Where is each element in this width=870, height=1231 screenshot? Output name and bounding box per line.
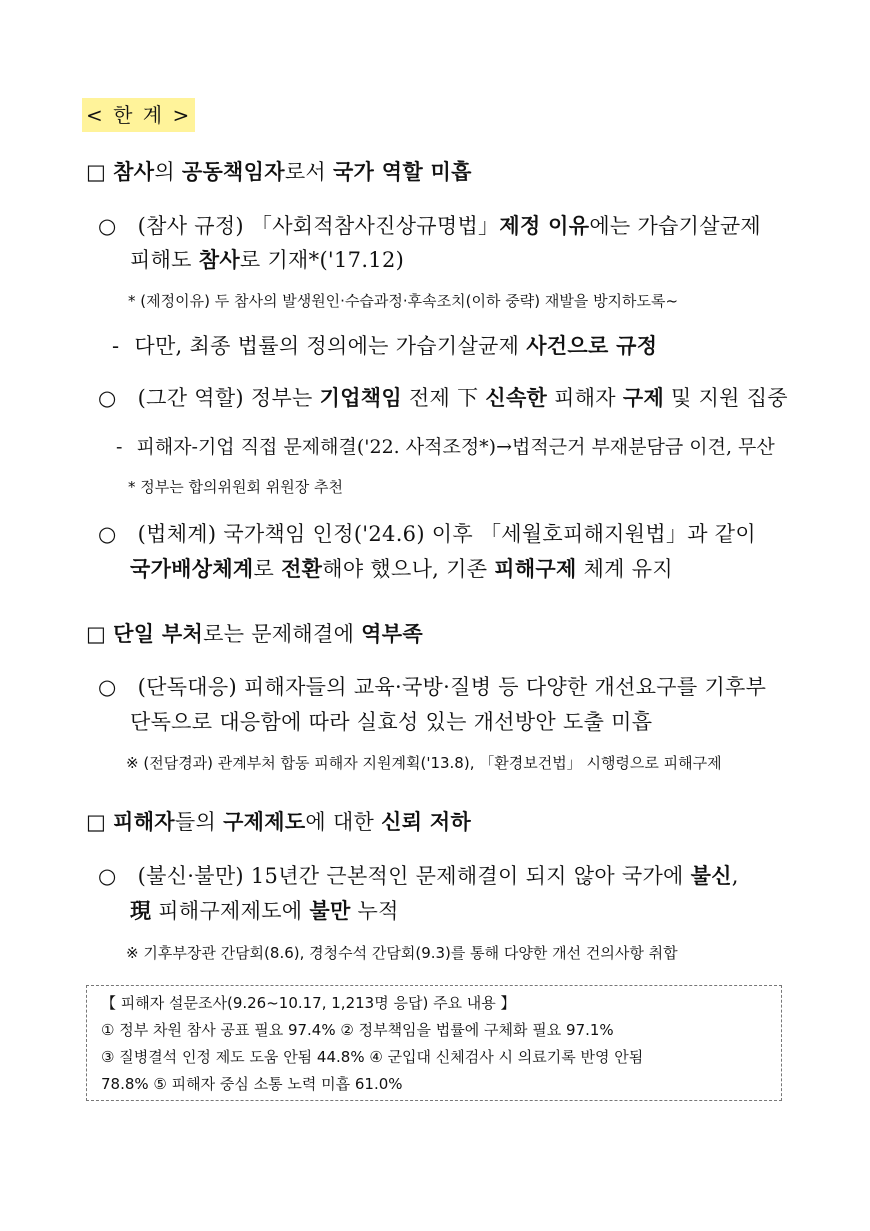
emphasis-text: 참사 [113,160,155,184]
survey-box-title: 【 피해자 설문조사(9.26~10.17, 1,213명 응답) 주요 내용 】 [101,994,516,1012]
section-1-title-text [113,160,472,184]
emphasis-text: 사건으로 규정 [526,334,658,358]
emphasis-text: 現 [130,899,152,923]
emphasis-text: 불신 [690,864,732,888]
survey-box-line-1: ① 정부 차원 참사 공표 필요 97.4% ② 정부책임을 법률에 구체화 필요 97.1% [101,1021,614,1039]
emphasis-text: 구제제도 [223,810,306,834]
body-text: 다만, 최종 법률의 정의에는 가습기살균제 [134,334,527,358]
s1-para-2-footnote: * 정부는 합의위원회 위원장 추천 [128,478,343,496]
emphasis-text: 피해자 [113,810,175,834]
s3-para-1-line-2 [130,895,399,925]
s1-para-3-line-1: ○ (법체계) 국가책임 인정('24.6) 이후 「세월호피해지원법」과 같이 [98,522,756,546]
body-text: 피해자 [547,386,623,410]
circle-bullet-icon: ○ [98,864,117,888]
survey-box-line-3: 78.8% ⑤ 피해자 중심 소통 노력 미흡 61.0% [101,1075,403,1093]
body-text: 및 지원 집중 [664,386,788,410]
s2-para-1-line-1: ○ (단독대응) 피해자들의 교육·국방·질병 등 다양한 개선요구를 기후부 [98,675,767,699]
body-text: 의 [154,160,182,184]
s2-para-1-reference: ※ (전담경과) 관계부처 합동 피해자 지원계획('13.8), 「환경보건법」 시행령으로 피해구제 [126,754,722,772]
s3-para-1-line-1 [98,860,739,890]
s1-para-1-footnote: * (제정이유) 두 참사의 발생원인·수습과정·후속조치(이하 중략) 재발을 방지하도록~ [128,292,679,310]
s1-para-1-text [138,214,761,238]
s1-para-1-dash [112,330,657,360]
circle-bullet-icon: ○ [98,522,117,546]
square-bullet-icon: □ [86,160,107,184]
s1-para-1-line-2 [130,244,404,274]
circle-bullet-icon: ○ [98,214,117,238]
dash-bullet-icon: - [112,334,120,358]
s1-para-2-dash: - 피해자-기업 직접 문제해결('22. 사적조정*)→법적근거 부재분담금 이견, 무산 [116,436,775,458]
section-3-title [86,806,471,836]
body-text: , [731,864,739,888]
dash-bullet-icon: - [116,436,123,458]
section-heading: < 한 계 > [82,98,195,132]
body-text: 들의 [174,810,224,834]
square-bullet-icon: □ [86,622,107,646]
circle-bullet-icon: ○ [98,675,117,699]
body-text: 로 기재*('17.12) [239,248,405,272]
emphasis-text: 구제 [622,386,665,410]
emphasis-text: 국가 역할 미흡 [332,160,472,184]
emphasis-text: 불만 [309,899,351,923]
emphasis-text: 전환 [281,557,323,581]
emphasis-text: 기업책임 [319,386,402,410]
body-text: 피해구제제도에 [151,899,310,923]
body-text: 로 [253,557,282,581]
asterisk-icon: * [128,292,136,310]
s1-para-3-line-2 [130,553,673,583]
reference-mark-icon: ※ [126,944,139,962]
body-text: (그간 역할) 정부는 [137,386,320,410]
body-text: 해야 했으나, 기존 [322,557,495,581]
body-text: 에는 가습기살균제 [589,214,761,238]
s1-para-1-line-1 [98,210,761,240]
section-1-title [86,156,472,186]
survey-summary-box [86,985,782,1101]
asterisk-icon: * [128,478,136,496]
emphasis-text: 신뢰 저하 [381,810,472,834]
body-text: (불신·불만) 15년간 근본적인 문제해결이 되지 않아 국가에 [137,864,691,888]
emphasis-text: 피해구제 [494,557,577,581]
s1-para-2-line-1 [98,382,788,412]
emphasis-text: 참사 [198,248,240,272]
square-bullet-icon: □ [86,810,107,834]
reference-mark-icon: ※ [126,754,139,772]
emphasis-text: 국가배상체계 [130,557,254,581]
body-text: (참사 규정) 「사회적참사진상규명법」 [137,214,500,238]
s3-para-1-reference: ※ 기후부장관 간담회(8.6), 경청수석 간담회(9.3)를 통해 다양한 개선 건의사항 취합 [126,944,678,962]
body-text: 로서 [284,160,333,184]
emphasis-text: 제정 이유 [499,214,590,238]
survey-box-line-2: ③ 질병결석 인정 제도 도움 안됨 44.8% ④ 군입대 신체검사 시 의료기록 반영 안됨 [101,1048,644,1066]
body-text: 체계 유지 [576,557,673,581]
s2-para-1-line-2: 단독으로 대응함에 따라 실효성 있는 개선방안 도출 미흡 [130,710,653,734]
emphasis-text: 역부족 [361,622,423,646]
section-2-title [86,618,423,648]
body-text: 누적 [350,899,399,923]
emphasis-text: 단일 부처 [113,622,204,646]
body-text: 전제 下 [401,386,486,410]
circle-bullet-icon: ○ [98,386,117,410]
body-text: 에 대한 [305,810,382,834]
emphasis-text: 공동책임자 [181,160,285,184]
body-text: 로는 문제해결에 [203,622,362,646]
body-text: 피해도 [130,248,199,272]
emphasis-text: 신속한 [485,386,548,410]
